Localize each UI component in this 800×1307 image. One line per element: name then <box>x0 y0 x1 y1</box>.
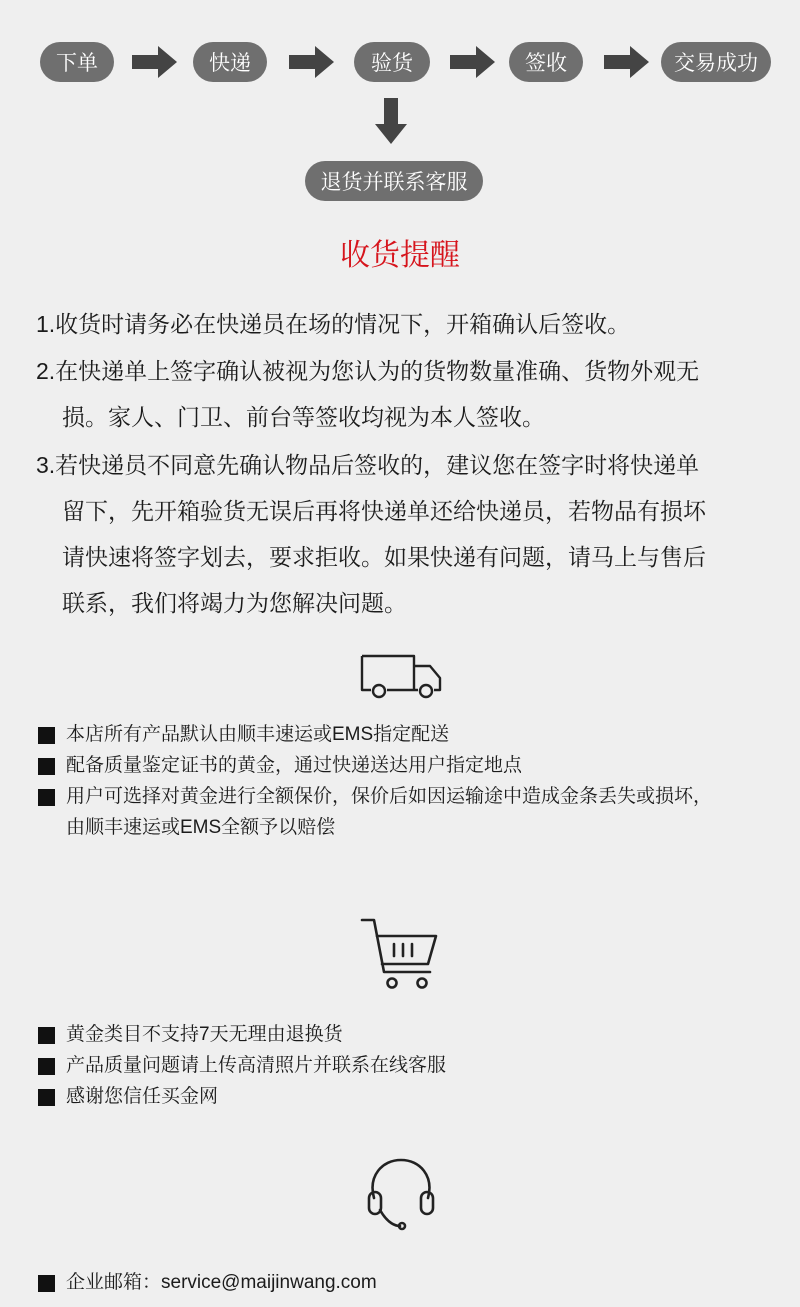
list-item <box>38 750 712 781</box>
arrow-right-icon <box>604 44 650 80</box>
bullet-square-icon <box>38 1027 55 1044</box>
contact-list <box>38 1267 377 1298</box>
step-express: 快递 <box>193 42 267 82</box>
arrow-right-icon <box>132 44 178 80</box>
list-item-text: 用户可选择对黄金进行全额保价，保价后如因运输途中造成金条丢失或损坏， <box>66 786 713 807</box>
list-item <box>38 781 712 843</box>
reminder-item-1 <box>36 301 630 347</box>
list-item <box>38 1081 446 1112</box>
reminder-line: 留下，先开箱验货无误后再将快递单还给快递员，若物品有损坏 <box>62 498 706 524</box>
arrow-down-icon <box>373 98 409 146</box>
headset-icon <box>364 1156 438 1234</box>
reminder-line: 3.若快递员不同意先确认物品后签收的，建议您在签字时将快递单 <box>36 452 700 478</box>
bullet-square-icon <box>38 1058 55 1075</box>
list-item <box>38 719 712 750</box>
bullet-square-icon <box>38 789 55 806</box>
shipping-list <box>38 719 712 843</box>
reminder-line: 1.收货时请务必在快递员在场的情况下，开箱确认后签收。 <box>36 311 631 337</box>
reminder-line: 损。家人、门卫、前台等签收均视为本人签收。 <box>62 404 545 430</box>
list-item <box>38 1050 446 1081</box>
step-return: 退货并联系客服 <box>305 161 483 201</box>
contact-email: 企业邮箱：service@maijinwang.com <box>66 1272 377 1293</box>
bullet-square-icon <box>38 1089 55 1106</box>
bullet-square-icon <box>38 1275 55 1292</box>
step-order: 下单 <box>40 42 114 82</box>
reminder-line: 请快速将签字划去，要求拒收。如果快递有问题，请马上与售后 <box>62 544 706 570</box>
reminder-title: 收货提醒 <box>340 239 460 272</box>
step-sign: 签收 <box>509 42 583 82</box>
bullet-square-icon <box>38 727 55 744</box>
reminder-line: 联系，我们将竭力为您解决问题。 <box>62 590 407 616</box>
list-item-text: 由顺丰速运或EMS全额予以赔偿 <box>66 817 336 838</box>
returns-list <box>38 1019 446 1112</box>
reminder-item-3 <box>36 442 706 626</box>
delivery-truck-icon <box>356 652 448 700</box>
arrow-right-icon <box>289 44 335 80</box>
list-item <box>38 1019 446 1050</box>
shopping-cart-icon <box>358 914 442 994</box>
step-inspect: 验货 <box>354 42 430 82</box>
reminder-line: 2.在快递单上签字确认被视为您认为的货物数量准确、货物外观无 <box>36 358 700 384</box>
step-complete: 交易成功 <box>661 42 771 82</box>
list-item-text: 黄金类目不支持7天无理由退换货 <box>66 1024 343 1045</box>
list-item <box>38 1267 377 1298</box>
list-item-text: 配备质量鉴定证书的黄金，通过快递送达用户指定地点 <box>66 755 523 776</box>
list-item-text: 产品质量问题请上传高清照片并联系在线客服 <box>66 1055 447 1076</box>
list-item-text: 感谢您信任买金网 <box>66 1086 219 1107</box>
list-item-text: 本店所有产品默认由顺丰速运或EMS指定配送 <box>66 724 450 745</box>
bullet-square-icon <box>38 758 55 775</box>
arrow-right-icon <box>450 44 496 80</box>
reminder-item-2 <box>36 348 699 440</box>
